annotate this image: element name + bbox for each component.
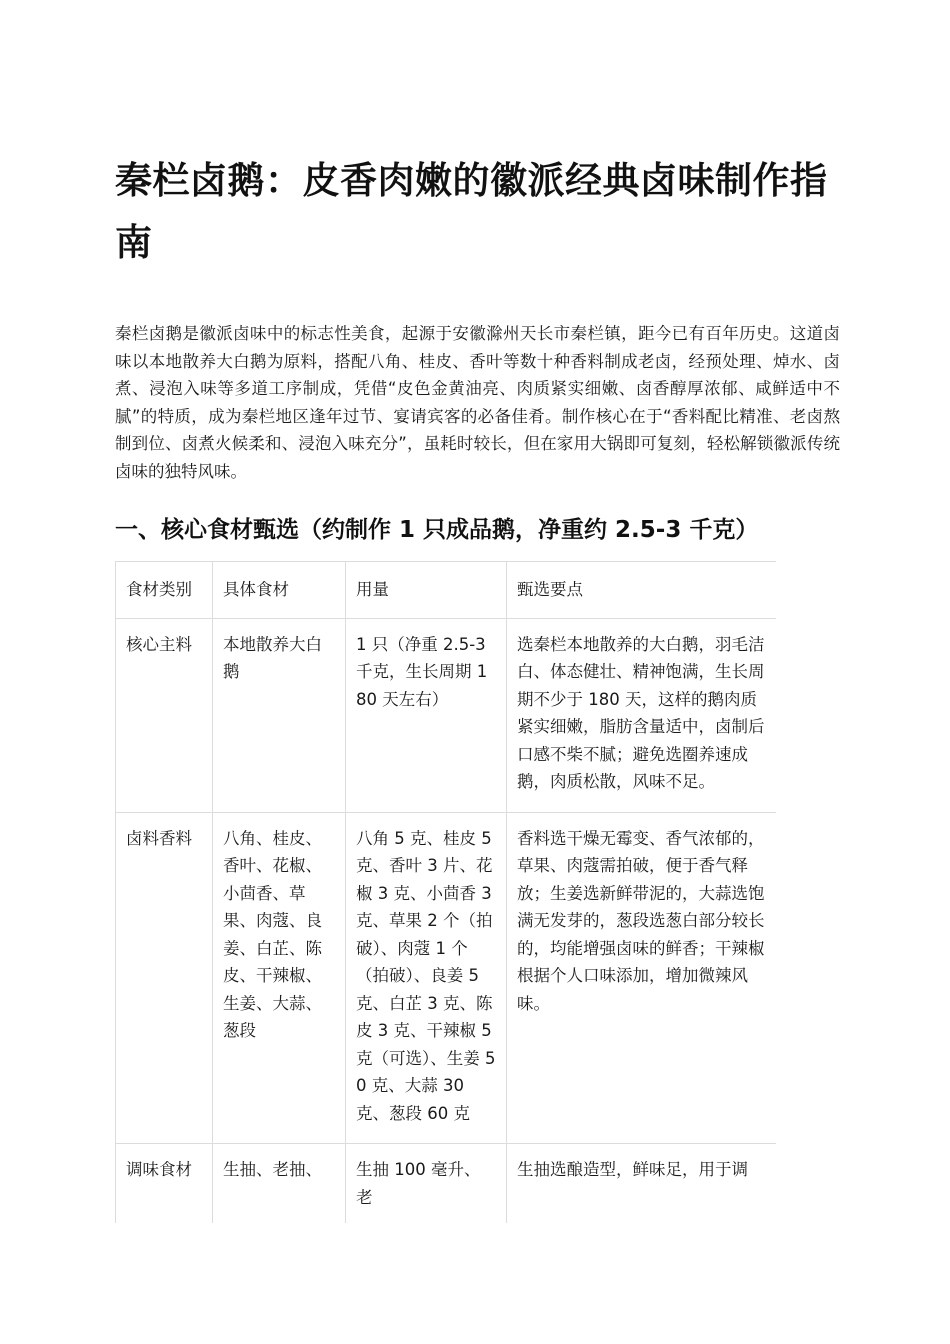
- cell-tips: 香料选干燥无霉变、香气浓郁的，草果、肉蔻需拍破，便于香气释放；生姜选新鲜带泥的，大蒜选饱满无发芽的，葱段选葱白部分较长的，均能增强卤味的鲜香；干辣椒根据个人口味添加，增加微辣风味。: [507, 812, 777, 1144]
- header-ingredient: 具体食材: [213, 562, 346, 619]
- cell-category: 调味食材: [116, 1144, 213, 1224]
- document-title: 秦栏卤鹅：皮香肉嫩的徽派经典卤味制作指南: [115, 159, 828, 264]
- cell-category: 卤料香料: [116, 812, 213, 1144]
- table-row: [116, 1144, 777, 1224]
- cell-amount: 生抽 100 毫升、老: [346, 1144, 507, 1224]
- ingredients-table: [115, 561, 776, 1223]
- header-tips: 甄选要点: [507, 562, 777, 619]
- header-amount: 用量: [346, 562, 507, 619]
- intro-paragraph: 秦栏卤鹅是徽派卤味中的标志性美食，起源于安徽滁州天长市秦栏镇，距今已有百年历史。这道卤味以本地散养大白鹅为原料，搭配八角、桂皮、香叶等数十种香料制成老卤，经预处理、焯水、卤煮、浸泡入味等多道工序制成，凭借“皮色金黄油亮、肉质紧实细嫩、卤香醇厚浓郁、咸鲜适中不腻”的特质，成为秦栏地区逢年过节、宴请宾客的必备佳肴。制作核心在于“香料配比精准、老卤熬制到位、卤煮火候柔和、浸泡入味充分”，虽耗时较长，但在家用大锅即可复刻，轻松解锁徽派传统卤味的独特风味。: [115, 324, 840, 481]
- table-row: [116, 812, 777, 1144]
- table-header-row: [116, 562, 777, 619]
- cell-category: 核心主料: [116, 618, 213, 812]
- section-heading-ingredients: 一、核心食材甄选（约制作 1 只成品鹅，净重约 2.5-3 千克）: [115, 517, 759, 543]
- cell-tips: 生抽选酿造型，鲜味足，用于调: [507, 1144, 777, 1224]
- header-category: 食材类别: [116, 562, 213, 619]
- cell-ingredient: 本地散养大白鹅: [213, 618, 346, 812]
- document-page: [115, 150, 840, 1223]
- cell-tips: 选秦栏本地散养的大白鹅，羽毛洁白、体态健壮、精神饱满，生长周期不少于 180 天，这样的鹅肉质紧实细嫩，脂肪含量适中，卤制后口感不柴不腻；避免选圈养速成鹅，肉质松散，风味不足。: [507, 618, 777, 812]
- cell-ingredient: 八角、桂皮、香叶、花椒、小茴香、草果、肉蔻、良姜、白芷、陈皮、干辣椒、生姜、大蒜、葱段: [213, 812, 346, 1144]
- table-row: [116, 618, 777, 812]
- ingredients-table-container: [115, 561, 776, 1223]
- cell-amount: 八角 5 克、桂皮 5 克、香叶 3 片、花椒 3 克、小茴香 3 克、草果 2 个（拍破）、肉蔻 1 个（拍破）、良姜 5 克、白芷 3 克、陈皮 3 克、干辣椒 5 克（可选）、生姜 50 克、大蒜 30 克、葱段 60 克: [346, 812, 507, 1144]
- cell-ingredient: 生抽、老抽、: [213, 1144, 346, 1224]
- cell-amount: 1 只（净重 2.5-3 千克，生长周期 180 天左右）: [346, 618, 507, 812]
